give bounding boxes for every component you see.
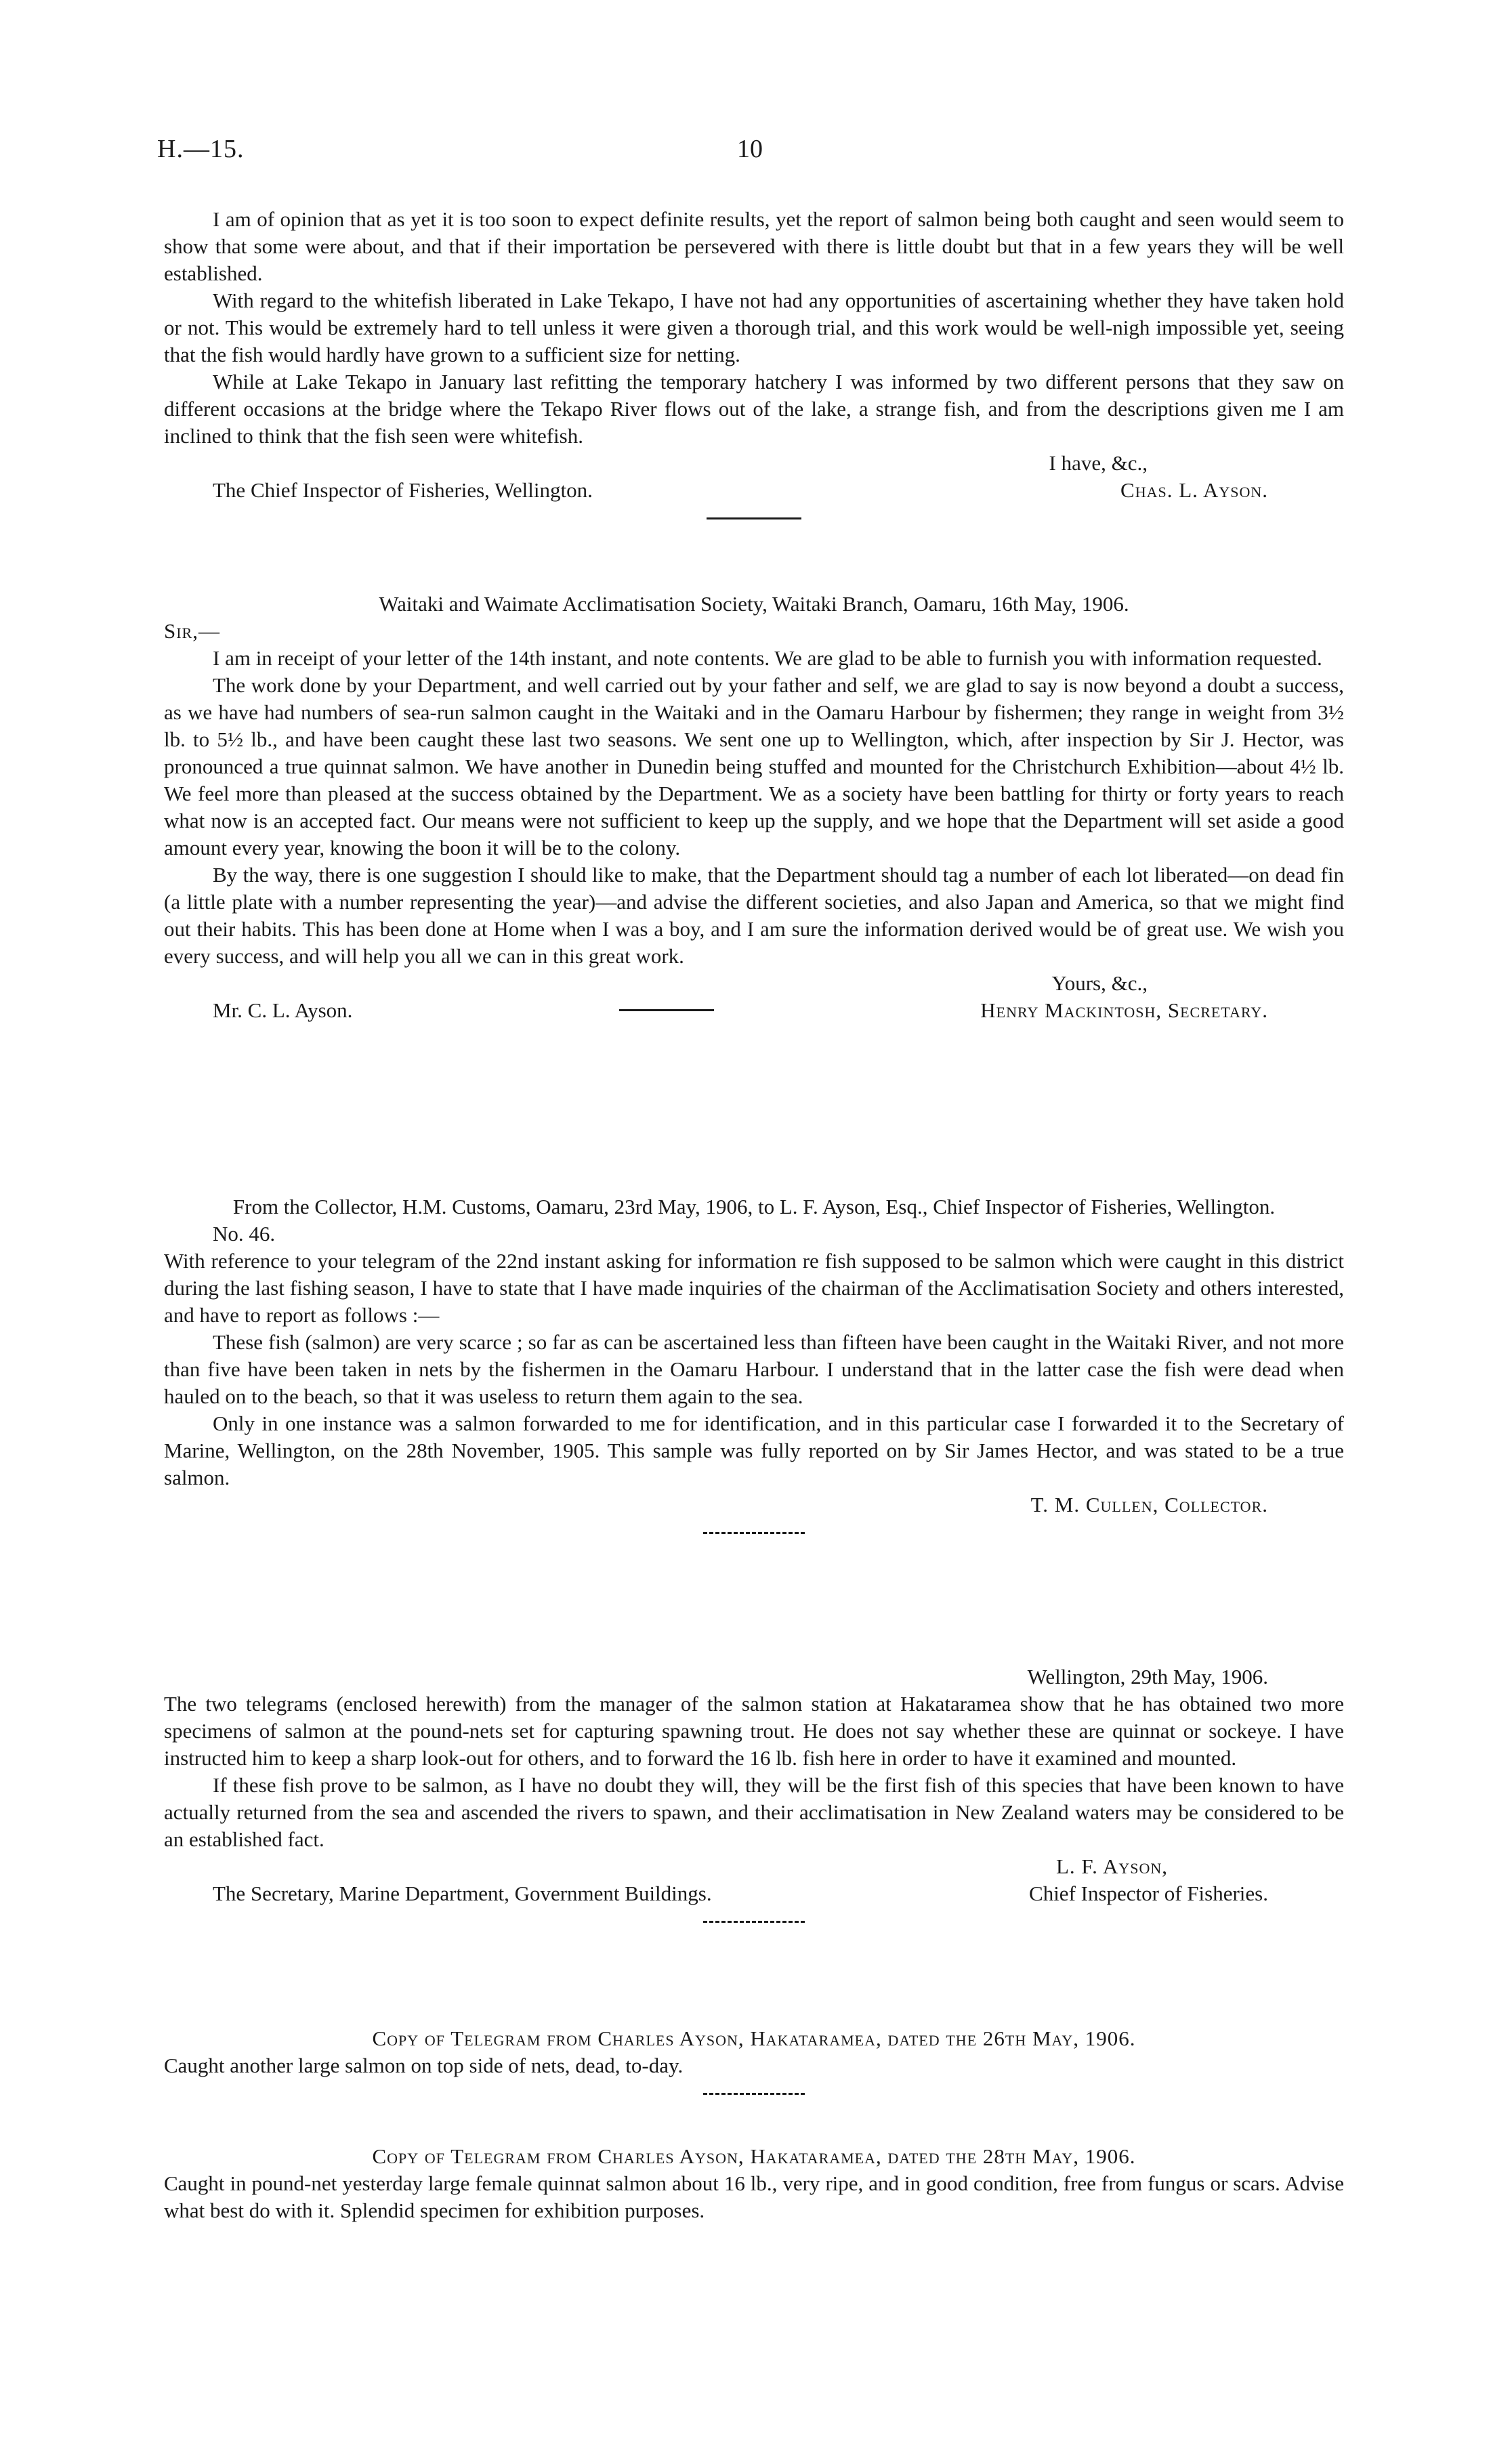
letter-number: No. 46. xyxy=(213,1222,276,1246)
addressee: The Secretary, Marine Department, Government Buildings. xyxy=(213,1882,712,1905)
paragraph: With regard to the whitefish liberated in Lake Tekapo, I have not had any opportunities of ascertaining whether they have taken hold or not. This would be extremely hard to tell unless it were given a thorough trial, and this work would be well-nigh impossible yet, seeing that the fish would hardly have grown to a sufficient size for netting. xyxy=(164,289,1344,366)
signature: Henry Mackintosh, Secretary. xyxy=(980,998,1268,1022)
signature: T. M. Cullen, Collector. xyxy=(1030,1493,1268,1516)
dateline: Wellington, 29th May, 1906. xyxy=(1027,1665,1268,1688)
telegram-26-may xyxy=(164,2025,1344,2108)
salutation: Sir,— xyxy=(164,619,220,643)
paragraph: The two telegrams (enclosed herewith) from the manager of the salmon station at Hakataramea show that he has obtained two more specimens of salmon at the pound-nets set for capturing spawning trout. He does not say whether these are quinnat or sockeye. I have instructed him to keep a sharp look-out for others, and to forward the 16 lb. fish here in order to have it examined and mounted. xyxy=(164,1692,1344,1770)
paragraph: I am of opinion that as yet it is too soon to expect definite results, yet the report of salmon being both caught and seen would seem to show that some were about, and that if their importation be persevered with there is little doubt but that in a few years they will be well established. xyxy=(164,207,1344,285)
signature: Chas. L. Ayson. xyxy=(1120,478,1268,502)
addressee: Mr. C. L. Ayson. xyxy=(213,998,353,1022)
telegram-body: Caught in pound-net yesterday large female quinnat salmon about 16 lb., very ripe, and in good condition, free from fungus or scars. Advise what best do with it. Splendid specimen for exhibition purposes. xyxy=(164,2171,1344,2222)
letter-ayson-report xyxy=(164,206,1344,533)
signature-title: Chief Inspector of Fisheries. xyxy=(1029,1882,1268,1905)
paragraph: By the way, there is one suggestion I should like to make, that the Department should tag a number of each lot liberated—on dead fin (a little plate with a number representing the year)—and advise the different societies, and also Japan and America, so that we might find out their habits. This has been done at Home when I was a boy, and I am sure the information derived would be of great use. We wish you every success, and will help you all we can in this great work. xyxy=(164,863,1344,968)
closing: I have, &c., xyxy=(1049,451,1148,475)
paragraph: Only in one instance was a salmon forwarded to me for identification, and in this particular case I forwarded it to the Secretary of Marine, Wellington, on the 28th November, 1905. This sample was fully reported on by Sir James Hector, and was stated to be a true salmon. xyxy=(164,1411,1344,1489)
letter-customs-collector xyxy=(164,1193,1344,1548)
signature-line xyxy=(164,997,1344,1024)
section-divider xyxy=(619,1009,714,1011)
paragraph: These fish (salmon) are very scarce ; so far as can be ascertained less than fifteen have been caught in the Waitaki River, and not more than five have been taken in nets by the fishermen in the Oamaru Harbour. I understand that in the latter case the fish were dead when hauled on to the beach, so that it was useless to return them again to the sea. xyxy=(164,1330,1344,1408)
letter-heading: Waitaki and Waimate Acclimatisation Society, Waitaki Branch, Oamaru, 16th May, 1906. xyxy=(379,592,1129,616)
report-reference: H.—15. xyxy=(157,135,245,163)
letter-inspector-memo xyxy=(164,1663,1344,1936)
signature-line xyxy=(164,1880,1344,1907)
letter-heading: From the Collector, H.M. Customs, Oamaru, 23rd May, 1906, to L. F. Ayson, Esq., Chief Inspector of Fisheries, Wellington. xyxy=(232,1195,1276,1218)
telegram-28-may xyxy=(164,2143,1344,2224)
section-divider xyxy=(703,1921,805,1923)
page-number: 10 xyxy=(737,135,763,163)
paragraph: With reference to your telegram of the 22nd instant asking for information re fish supposed to be salmon which were caught in this district during the last fishing season, I have to state that I have made inquiries of the chairman of the Acclimatisation Society and others interested, and have to report as follows :— xyxy=(164,1249,1344,1327)
letter-acclimatisation-society xyxy=(164,591,1344,1024)
addressee: The Chief Inspector of Fisheries, Wellington. xyxy=(213,478,593,502)
page-header xyxy=(157,135,1349,176)
section-divider xyxy=(703,1532,805,1534)
closing: Yours, &c., xyxy=(1051,971,1148,995)
telegram-heading: Copy of Telegram from Charles Ayson, Hakataramea, dated the 28th May, 1906. xyxy=(372,2144,1136,2168)
paragraph: While at Lake Tekapo in January last refitting the temporary hatchery I was informed by two different persons that they saw on different occasions at the bridge where the Tekapo River flows out of the lake, a strange fish, and from the descriptions given me I am inclined to think that the fish seen were whitefish. xyxy=(164,370,1344,448)
section-divider xyxy=(707,517,801,519)
telegram-heading: Copy of Telegram from Charles Ayson, Hakataramea, dated the 26th May, 1906. xyxy=(372,2026,1136,2050)
paragraph: If these fish prove to be salmon, as I have no doubt they will, they will be the first fish of this species that have been known to have actually returned from the sea and ascended the rivers to spawn, and their acclimatisation in New Zealand waters may be considered to be an established fact. xyxy=(164,1773,1344,1851)
signature-name: L. F. Ayson, xyxy=(1055,1854,1168,1878)
paragraph: The work done by your Department, and well carried out by your father and self, we are glad to say is now beyond a doubt a success, as we have had numbers of sea-run salmon caught in the Waitaki and in the Oamaru Harbour by fishermen; they range in weight from 3½ lb. to 5½ lb., and have been caught these last two seasons. We sent one up to Wellington, which, after inspection by Sir J. Hector, was pronounced a true quinnat salmon. We have another in Dunedin being stuffed and mounted for the Christchurch Exhibition—about 4½ lb. We feel more than pleased at the success obtained by the Department. We as a society have been battling for thirty or forty years to reach what now is an accepted fact. Our means were not sufficient to keep up the supply, and we hope that the Department will set aside a good amount every year, knowing the boon it will be to the colony. xyxy=(164,673,1344,859)
section-divider xyxy=(703,2093,805,2095)
signature-line xyxy=(164,477,1344,504)
paragraph: I am in receipt of your letter of the 14th instant, and note contents. We are glad to be able to furnish you with information requested. xyxy=(213,646,1322,670)
telegram-body: Caught another large salmon on top side of nets, dead, to-day. xyxy=(164,2054,684,2077)
